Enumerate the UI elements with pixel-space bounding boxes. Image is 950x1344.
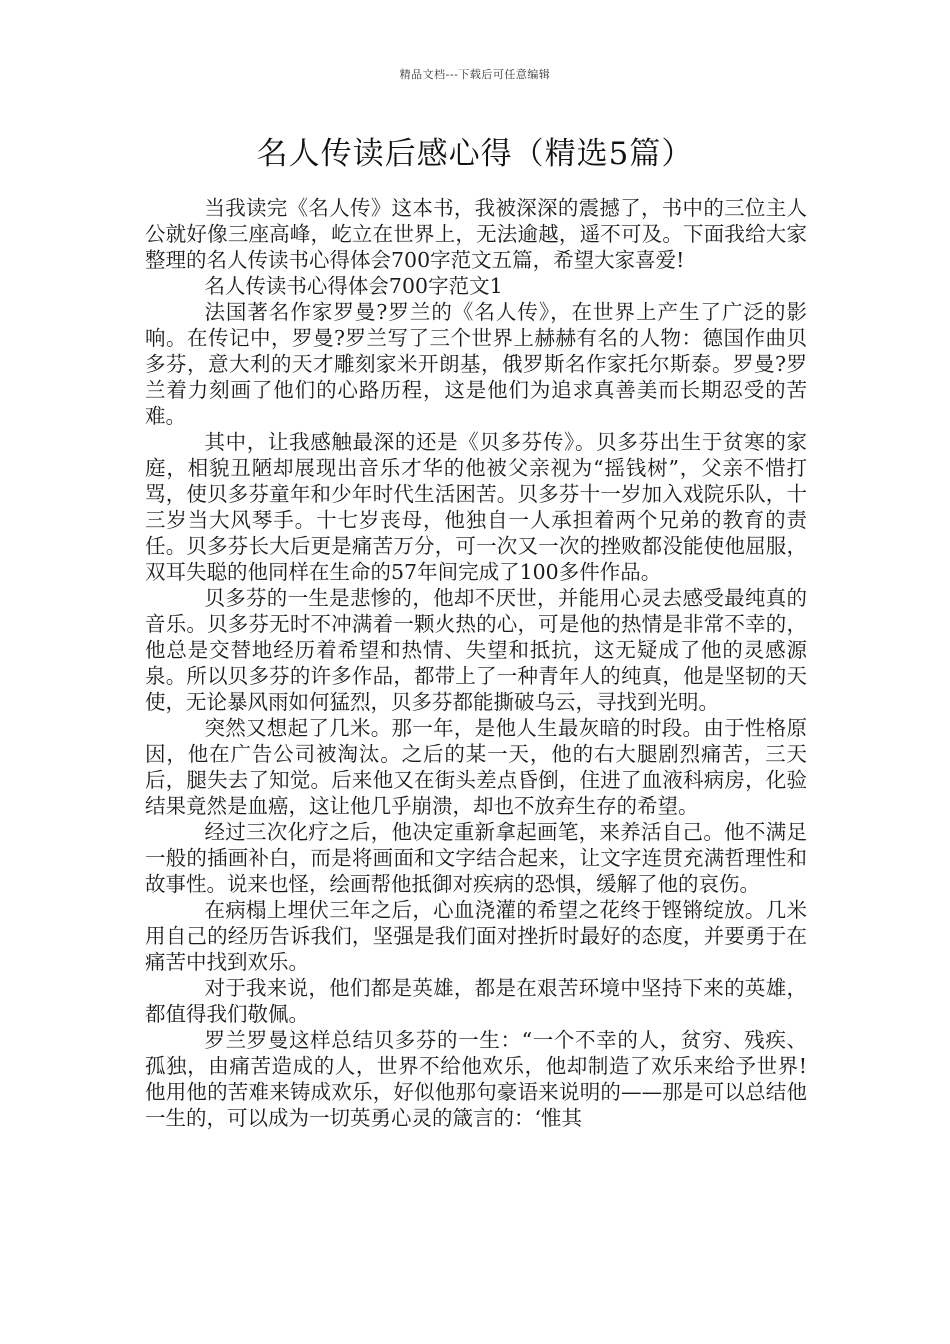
document-body bbox=[145, 195, 807, 1131]
section-heading: 名人传读书心得体会700字范文1 bbox=[204, 274, 503, 298]
paragraph: 对于我来说，他们都是英雄，都是在艰苦环境中坚持下来的英雄，都值得我们敬佩。 bbox=[145, 976, 807, 1026]
paragraph: 其中，让我感触最深的还是《贝多芬传》。贝多芬出生于贫寒的家庭，相貌丑陋却展现出音乐才华的他被父亲视为“摇钱树”，父亲不惜打骂，使贝多芬童年和少年时代生活困苦。贝多芬十一岁加入戏院乐队，十三岁当大风琴手。十七岁丧母，他独自一人承担着两个兄弟的教育的责任。贝多芬长大后更是痛苦万分，可一次又一次的挫败都没能使他屈服，双耳失聪的他同样在生命的57年间完成了100多件作品。 bbox=[145, 430, 807, 584]
paragraph: 贝多芬的一生是悲惨的，他却不厌世，并能用心灵去感受最纯真的音乐。贝多芬无时不冲满着一颗火热的心，可是他的热情是非常不幸的，他总是交替地经历着希望和热情、失望和抵抗，这无疑成了他的灵感源泉。所以贝多芬的许多作品，都带上了一种青年人的纯真，他是坚韧的天使，无论暴风雨如何猛烈，贝多芬都能撕破乌云，寻找到光明。 bbox=[145, 586, 807, 714]
paragraph: 罗兰罗曼这样总结贝多芬的一生：“一个不幸的人，贫穷、残疾、孤独，由痛苦造成的人，世界不给他欢乐，他却制造了欢乐来给予世界!他用他的苦难来铸成欢乐，好似他那句豪语来说明的——那是可以总结他一生的，可以成为一切英勇心灵的箴言的：‘惟其 bbox=[145, 1028, 807, 1130]
paragraph: 法国著名作家罗曼?罗兰的《名人传》，在世界上产生了广泛的影响。在传记中，罗曼?罗兰写了三个世界上赫赫有名的人物：德国作曲贝多芬，意大利的天才雕刻家米开朗基，俄罗斯名作家托尔斯泰。罗曼?罗兰着力刻画了他们的心路历程，这是他们为追求真善美而长期忍受的苦难。 bbox=[145, 300, 807, 428]
paragraph: 经过三次化疗之后，他决定重新拿起画笔，来养活自己。他不满足一般的插画补白，而是将画面和文字结合起来，让文字连贯充满哲理性和故事性。说来也怪，绘画帮他抵御对疾病的恐惧，缓解了他的哀伤。 bbox=[145, 820, 807, 896]
header-note: 精品文档---下载后可任意编辑 bbox=[399, 68, 551, 81]
paragraph: 在病榻上埋伏三年之后，心血浇灌的希望之花终于铿锵绽放。几米用自己的经历告诉我们，坚强是我们面对挫折时最好的态度，并要勇于在痛苦中找到欢乐。 bbox=[145, 898, 807, 974]
document-title: 名人传读后感心得（精选5篇） bbox=[256, 136, 694, 172]
paragraph-intro: 当我读完《名人传》这本书，我被深深的震撼了，书中的三位主人公就好像三座高峰，屹立在世界上，无法逾越，遥不可及。下面我给大家整理的名人传读书心得体会700字范文五篇，希望大家喜爱! bbox=[145, 196, 807, 272]
paragraph: 突然又想起了几米。那一年，是他人生最灰暗的时段。由于性格原因，他在广告公司被淘汰。之后的某一天，他的右大腿剧烈痛苦，三天后，腿失去了知觉。后来他又在街头差点昏倒，住进了血液科病房，化验结果竟然是血癌，这让他几乎崩溃，却也不放弃生存的希望。 bbox=[145, 716, 807, 818]
